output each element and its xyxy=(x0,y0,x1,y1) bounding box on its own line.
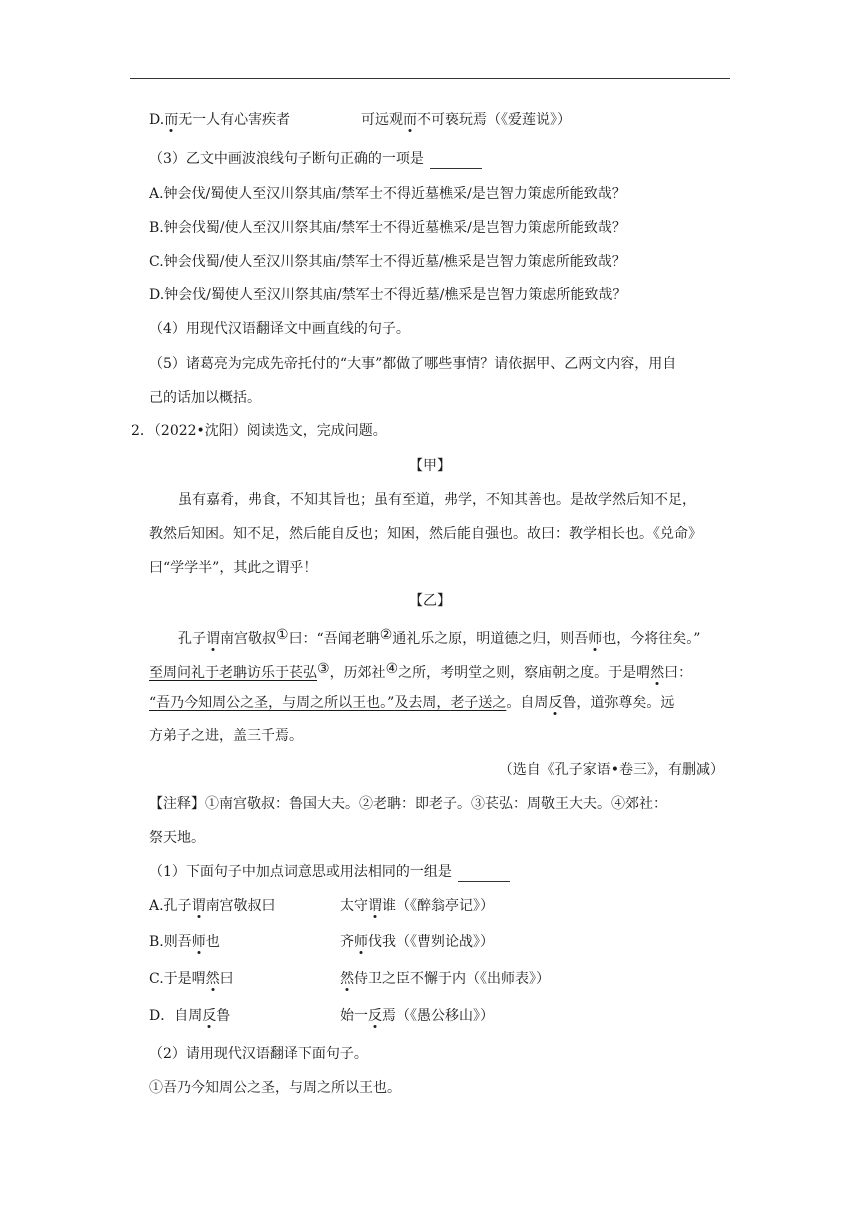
option-d-compare xyxy=(361,110,571,130)
dotted-word: 反 xyxy=(548,695,563,711)
q2-stem: （2）请用现代汉语翻译下面句子。 xyxy=(149,1046,368,1062)
q3-stem: （3）乙文中画波浪线句子断句正确的一项是 xyxy=(149,149,482,169)
q3-option-d: D.钟会伐/蜀使人至汉川祭其庙/禁军士不得近墓/樵采是岂智力策虑所能致哉？ xyxy=(149,287,627,303)
yi-title: 【乙】 xyxy=(409,593,451,609)
source-citation: （选自《孔子家语•卷三》，有删减） xyxy=(498,762,724,778)
dotted-word: 而 xyxy=(164,112,179,128)
dotted-word: 师 xyxy=(354,934,368,950)
option-text: D. xyxy=(149,112,165,128)
dotted-word: 谓 xyxy=(206,631,220,647)
jia-line: 虽有嘉肴，弗食，不知其旨也；虽有至道，弗学，不知其善也。是故学然后知不足， xyxy=(178,492,696,508)
header-rule xyxy=(130,78,730,79)
q1-option-c: C.于是喟然曰 xyxy=(149,971,234,987)
dotted-word: 谓 xyxy=(191,898,206,914)
q3-option-c: C.钟会伐蜀/使人至汉川祭其庙/禁军士不得近墓/樵采是岂智力策虑所能致哉？ xyxy=(149,254,626,270)
question2-header: 2．（2022•沈阳）阅读选文，完成问题。 xyxy=(131,423,387,439)
dotted-word: 谓 xyxy=(368,898,382,914)
q1-option-a-compare: 太守谓谁（《醉翁亭记》） xyxy=(340,898,494,914)
underlined-sentence: “吾乃今知周公之圣，与周之所以王也。” xyxy=(149,695,395,711)
dotted-word: 然 xyxy=(205,971,220,987)
q2-item-1: ①吾乃今知周公之圣，与周之所以王也。 xyxy=(149,1080,401,1096)
note-marker: ① xyxy=(276,627,289,643)
q1-option-d: D．自周反鲁 xyxy=(149,1008,231,1024)
note-marker: ② xyxy=(379,627,393,643)
yi-line-3: “吾乃今知周公之圣，与周之所以王也。”及去周，老子送之。自周反鲁，道弥尊矣。远 xyxy=(149,695,675,711)
q4-stem: （4）用现代汉语翻译文中画直线的句子。 xyxy=(149,321,410,337)
q1-option-d-compare: 始一反焉（《愚公移山》） xyxy=(340,1008,494,1024)
q3-option-b: B.钟会伐蜀/使人至汉川祭其庙/禁军士不得近墓樵采/是岂智力策虑所能致哉？ xyxy=(149,220,626,236)
q1-stem: （1）下面句子中加点词意思或用法相同的一组是 xyxy=(149,862,510,882)
yi-line-4: 方弟子之进，盖三千焉。 xyxy=(149,728,303,744)
notes-line1: 【注释】①南宫敬叔：鲁国大夫。②老聃：即老子。③苌弘：周敬王大夫。④郊社： xyxy=(149,796,667,812)
underlined-sentence: 至周问礼于老聃访乐于苌弘 xyxy=(149,665,317,681)
q3-option-a: A.钟会伐/蜀使人至汉川祭其庙/禁军士不得近墓樵采/是岂智力策虑所能致哉？ xyxy=(149,186,626,202)
dotted-word: 师 xyxy=(191,934,206,950)
yi-line-1: 孔子谓南宫敬叔①曰：“吾闻老聃②通礼乐之原，明道德之归，则吾师也，今将往矣。” xyxy=(178,627,701,647)
note-marker: ③ xyxy=(317,661,330,677)
q1-option-b-compare: 齐师伐我（《曹刿论战》） xyxy=(340,934,494,950)
option-text: 无一人有心害疾者 xyxy=(178,112,291,128)
dotted-word: 然 xyxy=(340,971,354,987)
note-marker: ④ xyxy=(385,661,399,677)
jia-line: 曰“学学半”，其此之谓乎！ xyxy=(149,560,318,576)
yi-line-2: 至周问礼于老聃访乐于苌弘③，历郊社④之所，考明堂之则，察庙朝之度。于是喟然曰： xyxy=(149,661,693,681)
dotted-word: 反 xyxy=(368,1008,382,1024)
dotted-word: 然 xyxy=(650,665,665,681)
answer-blank[interactable] xyxy=(430,154,482,169)
dotted-word: 反 xyxy=(202,1008,217,1024)
jia-title: 【甲】 xyxy=(409,458,451,474)
option-d-row xyxy=(149,110,290,130)
dotted-word: 师 xyxy=(588,631,603,647)
notes-line2: 祭天地。 xyxy=(149,830,205,846)
q5-stem-line2: 己的话加以概括。 xyxy=(149,390,261,406)
compare-text: 不可亵玩焉（《爱莲说》） xyxy=(417,112,571,128)
jia-line: 教然后知困。知不足，然后能自反也；知困，然后能自强也。故曰：教学相长也。《兑命》 xyxy=(149,526,702,542)
q1-option-a: A.孔子谓南宫敬叔曰 xyxy=(149,898,276,914)
underlined-sentence: 老子送之 xyxy=(450,695,507,711)
compare-text: 可远观 xyxy=(361,112,403,128)
dotted-word: 而 xyxy=(403,112,417,128)
answer-blank[interactable] xyxy=(458,867,510,882)
q5-stem-line1: （5）诸葛亮为完成先帝托付的“大事”都做了哪些事情？请依据甲、乙两文内容，用自 xyxy=(149,356,677,372)
q1-option-b: B.则吾师也 xyxy=(149,934,220,950)
q1-option-c-compare: 然侍卫之臣不懈于内（《出师表》） xyxy=(340,971,550,987)
